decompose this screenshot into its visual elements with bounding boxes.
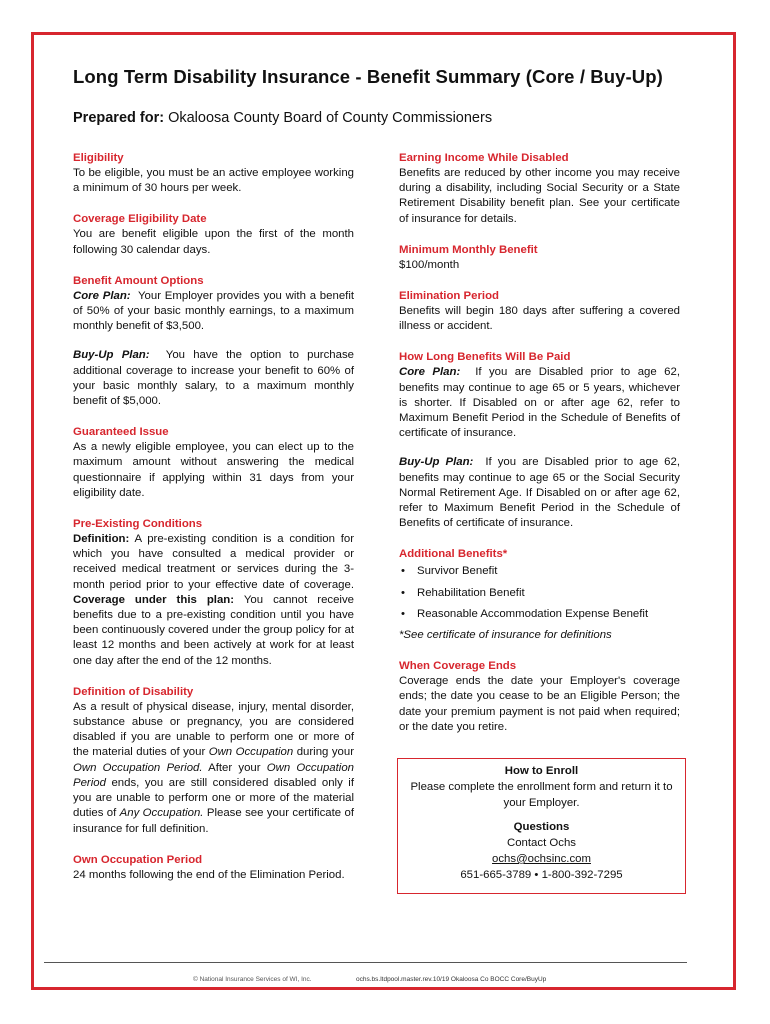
footer-divider [44, 962, 687, 963]
earning-income-heading: Earning Income While Disabled [399, 152, 569, 164]
additional-benefits-note: *See certificate of insurance for definitions [399, 629, 612, 642]
disability-definition-section [73, 685, 354, 837]
coverage-date-text: You are benefit eligible upon the first of the month following 30 calendar days. [73, 228, 354, 256]
guaranteed-issue-section [73, 425, 354, 501]
how-long-core-text: If you are Disabled prior to age 62, benefits may continue to age 65 or 5 years, whichever is shorter. If Disabled on or after age 62, refer to Maximum Benefit Period in the Schedule of Benefits of certificate of insurance. [399, 366, 680, 440]
benefit-options-section [73, 274, 354, 409]
how-long-section [399, 350, 680, 531]
earning-income-section [399, 151, 680, 227]
how-to-enroll-heading: How to Enroll [504, 765, 579, 777]
right-column [399, 151, 680, 751]
prepared-for [73, 110, 492, 126]
buyup-plan-paragraph [73, 348, 354, 409]
minimum-benefit-heading: Minimum Monthly Benefit [399, 243, 538, 256]
eligibility-text: To be eligible, you must be an active employee working a minimum of 30 hours per week. [73, 167, 354, 195]
enroll-box [397, 758, 686, 894]
preexisting-coverage-label: Coverage under this plan: [73, 593, 235, 606]
contact-name: Contact Ochs [506, 837, 576, 849]
minimum-benefit-section [399, 243, 680, 273]
eligibility-section [73, 151, 354, 196]
own-occupation-heading: Own Occupation Period [73, 853, 203, 866]
disability-text-5: Please see your certificate of insurance for full definition. [73, 807, 355, 835]
list-item: • Survivor Benefit [399, 564, 680, 579]
core-plan-paragraph [73, 289, 354, 335]
coverage-date-heading: Coverage Eligibility Date [73, 213, 207, 226]
preexisting-coverage-text: You cannot receive benefits due to a pre-existing condition until you have been continuously covered under the group policy for at least 12 months and been actively at work for at least one day after the end of the 12 months. [73, 593, 354, 667]
how-long-buyup-label: Buy-Up Plan: [399, 456, 474, 469]
left-column [73, 151, 354, 899]
disability-italic-2: Own Occupation Period. [73, 761, 203, 774]
prepared-for-label: Prepared for: [73, 110, 165, 126]
earning-income-text: Benefits are reduced by other income you may receive during a disability, including Social Security or a State Retirement Disability benefit plan. See your certificate of insurance for details. [399, 167, 680, 225]
preexisting-heading: Pre-Existing Conditions [73, 518, 203, 531]
preexisting-text [73, 532, 354, 669]
list-item: • Reasonable Accommodation Expense Benefit [399, 607, 680, 622]
benefit-options-heading: Benefit Amount Options [73, 274, 204, 287]
contact-phones: 651-665-3789 • 1-800-392-7295 [460, 869, 623, 881]
coverage-ends-section [399, 659, 680, 735]
disability-text-2: during your [293, 746, 354, 759]
additional-benefits-section [399, 547, 680, 643]
core-plan-label: Core Plan: [73, 289, 131, 302]
own-occupation-text: 24 months following the end of the Elimination Period. [73, 868, 345, 881]
how-long-buyup-text: If you are Disabled prior to age 62, benefits may continue to age 65 or the Social Security Normal Retirement Age. If Disabled on or after age 62, refer to Maximum Benefit Period in the Schedule of Benefits of certificate of insurance. [399, 456, 680, 530]
how-long-buyup-paragraph [399, 455, 680, 531]
coverage-ends-heading: When Coverage Ends [399, 660, 517, 673]
additional-benefits-heading: Additional Benefits* [399, 548, 508, 561]
disability-definition-text [73, 700, 354, 837]
guaranteed-issue-text: As a newly eligible employee, you can elect up to the maximum amount without answering the medical questionnaire if applying within 31 days from your eligibility date. [73, 441, 354, 499]
list-item: • Rehabilitation Benefit [399, 586, 680, 601]
disability-italic-3: Own Occupation Period [73, 761, 354, 789]
elimination-period-heading: Elimination Period [399, 290, 499, 303]
elimination-period-section [399, 289, 680, 334]
guaranteed-issue-heading: Guaranteed Issue [73, 426, 169, 439]
additional-benefits-list [399, 564, 680, 622]
how-long-core-paragraph [399, 365, 680, 441]
prepared-for-value: Okaloosa County Board of County Commissioners [168, 110, 493, 126]
core-plan-text: Your Employer provides you with a benefit of 50% of your basic monthly earnings, to a maximum monthly benefit of $3,500. [73, 289, 355, 333]
disability-definition-heading: Definition of Disability [73, 685, 194, 698]
buyup-plan-text: You have the option to purchase additional coverage to increase your benefit to 60% of your basic monthly salary, to a maximum monthly benefit of $5,000. [73, 349, 354, 408]
page-title: Long Term Disability Insurance - Benefit Summary (Core / Buy-Up) [73, 66, 663, 87]
coverage-date-section [73, 212, 354, 257]
how-long-core-label: Core Plan: [399, 366, 461, 379]
minimum-benefit-text: $100/month [399, 258, 460, 271]
how-long-heading: How Long Benefits Will Be Paid [399, 351, 571, 364]
how-to-enroll-text: Please complete the enrollment form and return it to your Employer. [410, 781, 673, 809]
coverage-ends-text: Coverage ends the date your Employer's coverage ends; the date you cease to be an Eligible Person; the date your premium payment is not paid when required; or the date you retire. [399, 675, 680, 733]
questions-heading: Questions [513, 821, 570, 833]
eligibility-heading: Eligibility [73, 152, 124, 164]
preexisting-definition-label: Definition: [73, 533, 130, 546]
footer-document-id: ochs.bs.ltdpool.master.rev.10/19 Okaloosa Co BOCC Core/BuyUp [356, 976, 547, 983]
footer-copyright: © National Insurance Services of WI, Inc. [193, 976, 312, 983]
disability-text-4: ends, you are still considered disabled only if you are unable to perform one or more of the material duties of [73, 776, 354, 820]
disability-italic-1: Own Occupation [208, 746, 294, 759]
disability-italic-4: Any Occupation. [119, 807, 204, 820]
disability-text-1: As a result of physical disease, injury, mental disorder, substance abuse or pregnancy, you are considered disabled if you are unable to perform one or more of the material duties of your [73, 700, 354, 759]
contact-email-link[interactable]: ochs@ochsinc.com [492, 853, 591, 865]
elimination-period-text: Benefits will begin 180 days after suffering a covered illness or accident. [399, 305, 680, 333]
disability-text-3: After your [202, 761, 267, 774]
own-occupation-section [73, 853, 354, 883]
preexisting-section [73, 517, 354, 669]
preexisting-definition-text: A pre-existing condition is a condition for which you have consulted a medical provider or received medical treatment or services during the 3-month period prior to your effective date of coverage. [73, 533, 354, 591]
buyup-plan-label: Buy-Up Plan: [73, 349, 150, 362]
